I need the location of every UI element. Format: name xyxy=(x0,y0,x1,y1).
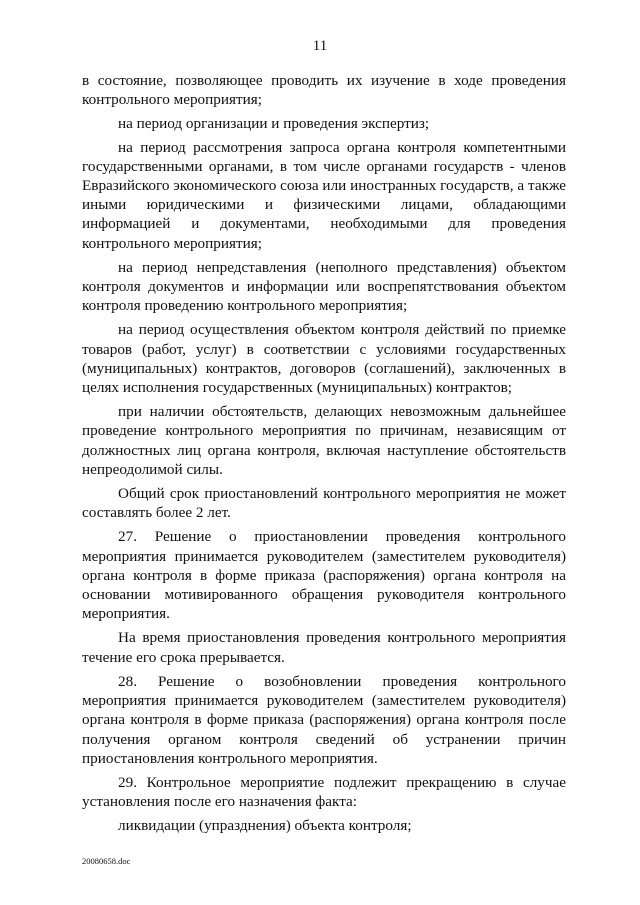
paragraph-force-majeure: при наличии обстоятельств, делающих невозможным дальнейшее проведение контрольного мероприятия по причинам, независящим от должностных лиц органа контроля, включая наступление обстоятельств непреодолимой силы. xyxy=(82,403,566,478)
paragraph-request-period: на период рассмотрения запроса органа контроля компетентными государственными органами, в том числе органами государств - членов Евразийского экономического союза или иностранных государств, а также иными юридическими и физическими лицами, обладающими информацией и документами, необходимыми для проведения контрольного мероприятия; xyxy=(82,138,566,252)
paragraph-term-interruption: На время приостановления проведения контрольного мероприятия течение его срока прерывается. xyxy=(82,629,566,666)
paragraph-liquidation: ликвидации (упразднения) объекта контроля; xyxy=(118,817,412,835)
paragraph-item-29: 29. Контрольное мероприятие подлежит прекращению в случае установления после его назначения факта: xyxy=(82,773,566,811)
paragraph-nonsubmission-period: на период непредставления (неполного представления) объектом контроля документов и информации или воспрепятствования объектом контроля проведению контрольного мероприятия; xyxy=(82,258,566,315)
paragraph-total-suspension-term: Общий срок приостановлений контрольного мероприятия не может составлять более 2 лет. xyxy=(82,485,566,522)
paragraph-item-27: 27. Решение о приостановлении проведения контрольного мероприятия принимается руководителем (заместителем руководителя) органа контроля в форме приказа (распоряжения) органа контроля на основании мотивированного обращения руководителя контрольного мероприятия. xyxy=(82,528,566,623)
page-number: 11 xyxy=(312,38,328,54)
paragraph-acceptance-period: на период осуществления объектом контроля действий по приемке товаров (работ, услуг) в соответствии с условиями государственных (муниципальных) контрактов, договоров (соглашений), заключенных в целях исполнения государственных (муниципальных) контрактов; xyxy=(82,321,566,397)
footer-filename: 20080658.doc xyxy=(82,856,131,866)
paragraph-continuation: в состояние, позволяющее проводить их изучение в ходе проведения контрольного мероприятия; xyxy=(82,72,566,109)
paragraph-item-28: 28. Решение о возобновлении проведения контрольного мероприятия принимается руководителем (заместителем руководителя) органа контроля в форме приказа (распоряжения) органа контроля после получения органом контроля сведений об устранении причин приостановления контрольного мероприятия. xyxy=(82,672,566,767)
document-body xyxy=(82,71,566,841)
paragraph-expertise-period: на период организации и проведения экспертиз; xyxy=(118,115,430,133)
